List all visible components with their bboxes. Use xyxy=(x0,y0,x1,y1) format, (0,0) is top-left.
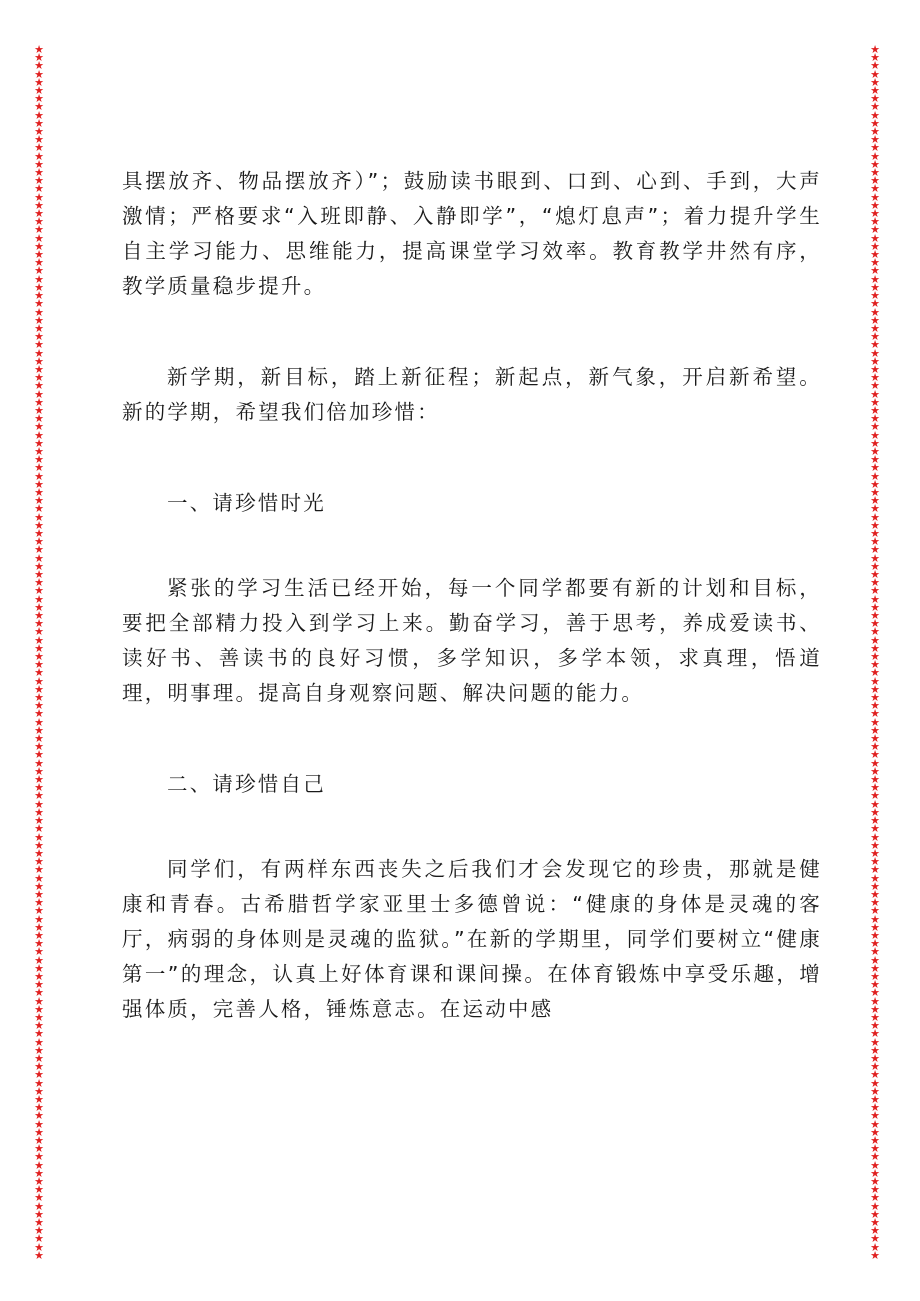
section-heading-cherish-self: 二、请珍惜自己 xyxy=(167,772,326,796)
paragraph-new-semester: 新学期，新目标，踏上新征程；新起点，新气象，开启新希望。新的学期，希望我们倍加珍惜： xyxy=(122,365,822,424)
paragraph-cherish-self: 同学们，有两样东西丧失之后我们才会发现它的珍贵，那就是健康和青春。古希腊哲学家亚里士多德曾说：“健康的身体是灵魂的客厅，病弱的身体则是灵魂的监狱。”在新的学期里，同学们要树立“健康第一”的理念，认真上好体育课和课间操。在体育锻炼中享受乐趣，增强体质，完善人格，锤炼意志。在运动中感 xyxy=(122,857,822,1021)
right-star-border: ★ ★ ★ ★ ★ ★ ★ ★ ★ ★ ★ ★ ★ ★ ★ ★ ★ ★ ★ ★ ★ ★ ★ ★ ★ ★ ★ ★ ★ ★ ★ ★ ★ ★ ★ ★ ★ ★ ★ ★ ★ ★ ★ ★ ★ ★ ★ ★ ★ ★ ★ ★ ★ ★ ★ ★ ★ ★ ★ ★ ★ ★ ★ ★ ★ ★ ★ ★ ★ ★ ★ ★ ★ ★ ★ ★ ★ ★ ★ ★ ★ ★ ★ ★ ★ ★ ★ ★ ★ ★ ★ ★ ★ ★ ★ ★ ★ ★ ★ ★ ★ ★ ★ ★ ★ ★ ★ ★ ★ ★ ★ ★ ★ ★ ★ ★ ★ ★ ★ ★ ★ ★ ★ ★ ★ ★ ★ ★ ★ ★ ★ ★ ★ ★ ★ ★ ★ ★ ★ ★ ★ ★ ★ ★ ★ ★ ★ ★ xyxy=(870,43,880,1262)
paragraph-continuation: 具摆放齐、物品摆放齐）”；鼓励读书眼到、口到、心到、手到，大声激情；严格要求“入班即静、入静即学”，“熄灯息声”；着力提升学生自主学习能力、思维能力，提高课堂学习效率。教育教学井然有序，教学质量稳步提升。 xyxy=(122,169,822,298)
left-star-border: ★ ★ ★ ★ ★ ★ ★ ★ ★ ★ ★ ★ ★ ★ ★ ★ ★ ★ ★ ★ ★ ★ ★ ★ ★ ★ ★ ★ ★ ★ ★ ★ ★ ★ ★ ★ ★ ★ ★ ★ ★ ★ ★ ★ ★ ★ ★ ★ ★ ★ ★ ★ ★ ★ ★ ★ ★ ★ ★ ★ ★ ★ ★ ★ ★ ★ ★ ★ ★ ★ ★ ★ ★ ★ ★ ★ ★ ★ ★ ★ ★ ★ ★ ★ ★ ★ ★ ★ ★ ★ ★ ★ ★ ★ ★ ★ ★ ★ ★ ★ ★ ★ ★ ★ ★ ★ ★ ★ ★ ★ ★ ★ ★ ★ ★ ★ ★ ★ ★ ★ ★ ★ ★ ★ ★ ★ ★ ★ ★ ★ ★ ★ ★ ★ ★ ★ ★ ★ ★ ★ ★ ★ ★ ★ ★ ★ ★ ★ xyxy=(34,43,44,1262)
document-body xyxy=(122,164,822,1027)
paragraph-cherish-time: 紧张的学习生活已经开始，每一个同学都要有新的计划和目标，要把全部精力投入到学习上来。勤奋学习，善于思考，养成爱读书、读好书、善读书的良好习惯，多学知识，多学本领，求真理，悟道理，明事理。提高自身观察问题、解决问题的能力。 xyxy=(122,576,822,705)
section-heading-cherish-time: 一、请珍惜时光 xyxy=(167,491,326,515)
